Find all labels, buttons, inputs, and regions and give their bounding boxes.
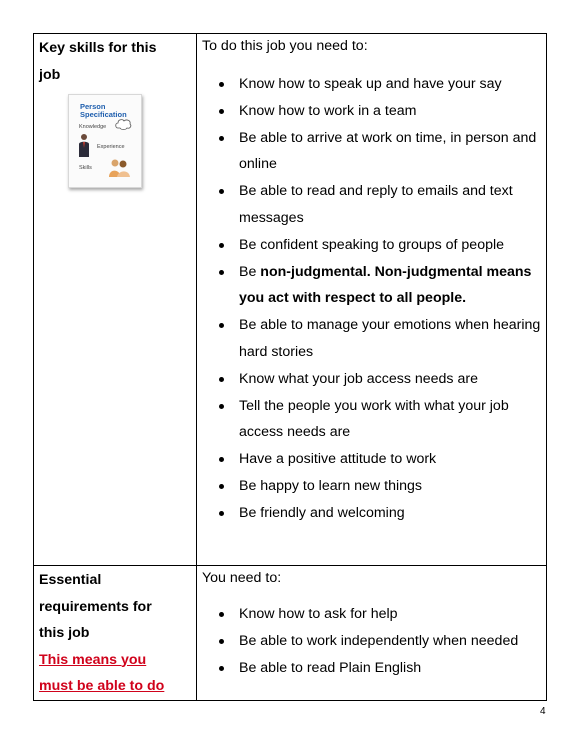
list-item-prefix: Be [239,263,261,280]
list-item: Be friendly and welcoming [231,500,546,527]
list-item: Be confident speaking to groups of people [231,232,546,259]
essential-note: This means you must be able to do [39,651,165,694]
list-item: Be able to arrive at work on time, in person and online [231,125,546,179]
essential-list [197,601,546,681]
essential-content-cell [197,566,547,701]
list-item: Be happy to learn new things [231,473,546,500]
person-specification-image [68,94,142,188]
key-skills-heading: Key skills for this job [39,40,157,83]
person-figure-icon [78,133,90,157]
list-item: Be able to read Plain English [231,655,546,682]
list-item: Know how to ask for help [231,601,546,628]
page-number: 4 [540,706,546,717]
card-label-knowledge: Knowledge [79,124,107,130]
list-item-bold: non-judgmental. Non-judgmental means you act with respect to all people. [239,263,532,307]
key-skills-row [34,34,547,566]
essential-intro: You need to: [202,570,282,586]
key-skills-intro: To do this job you need to: [202,38,368,54]
list-item: Tell the people you work with what your job access needs are [231,393,546,447]
list-item: Be able to read and reply to emails and text messages [231,178,546,232]
key-skills-content-cell [197,34,547,566]
list-item: Know how to work in a team [231,98,546,125]
essential-heading-cell [34,566,197,701]
list-item: Be able to manage your emotions when hearing hard stories [231,312,546,366]
skills-table [33,33,547,701]
thought-bubble-icon [114,118,132,132]
list-item [231,259,546,313]
essential-requirements-row [34,566,547,701]
list-item: Know how to speak up and have your say [231,71,546,98]
card-title: Person Specification [80,102,127,119]
key-skills-list [197,71,546,527]
list-item: Have a positive attitude to work [231,446,546,473]
card-label-skills: Skills [79,165,92,171]
key-skills-heading-cell [34,34,197,566]
list-item: Be able to work independently when needed [231,628,546,655]
card-label-experience: Experience [97,144,125,150]
people-photo-icon [107,157,131,177]
essential-heading: Essential requirements for this job [39,572,152,641]
list-item: Know what your job access needs are [231,366,546,393]
essential-heading-block [34,566,184,700]
